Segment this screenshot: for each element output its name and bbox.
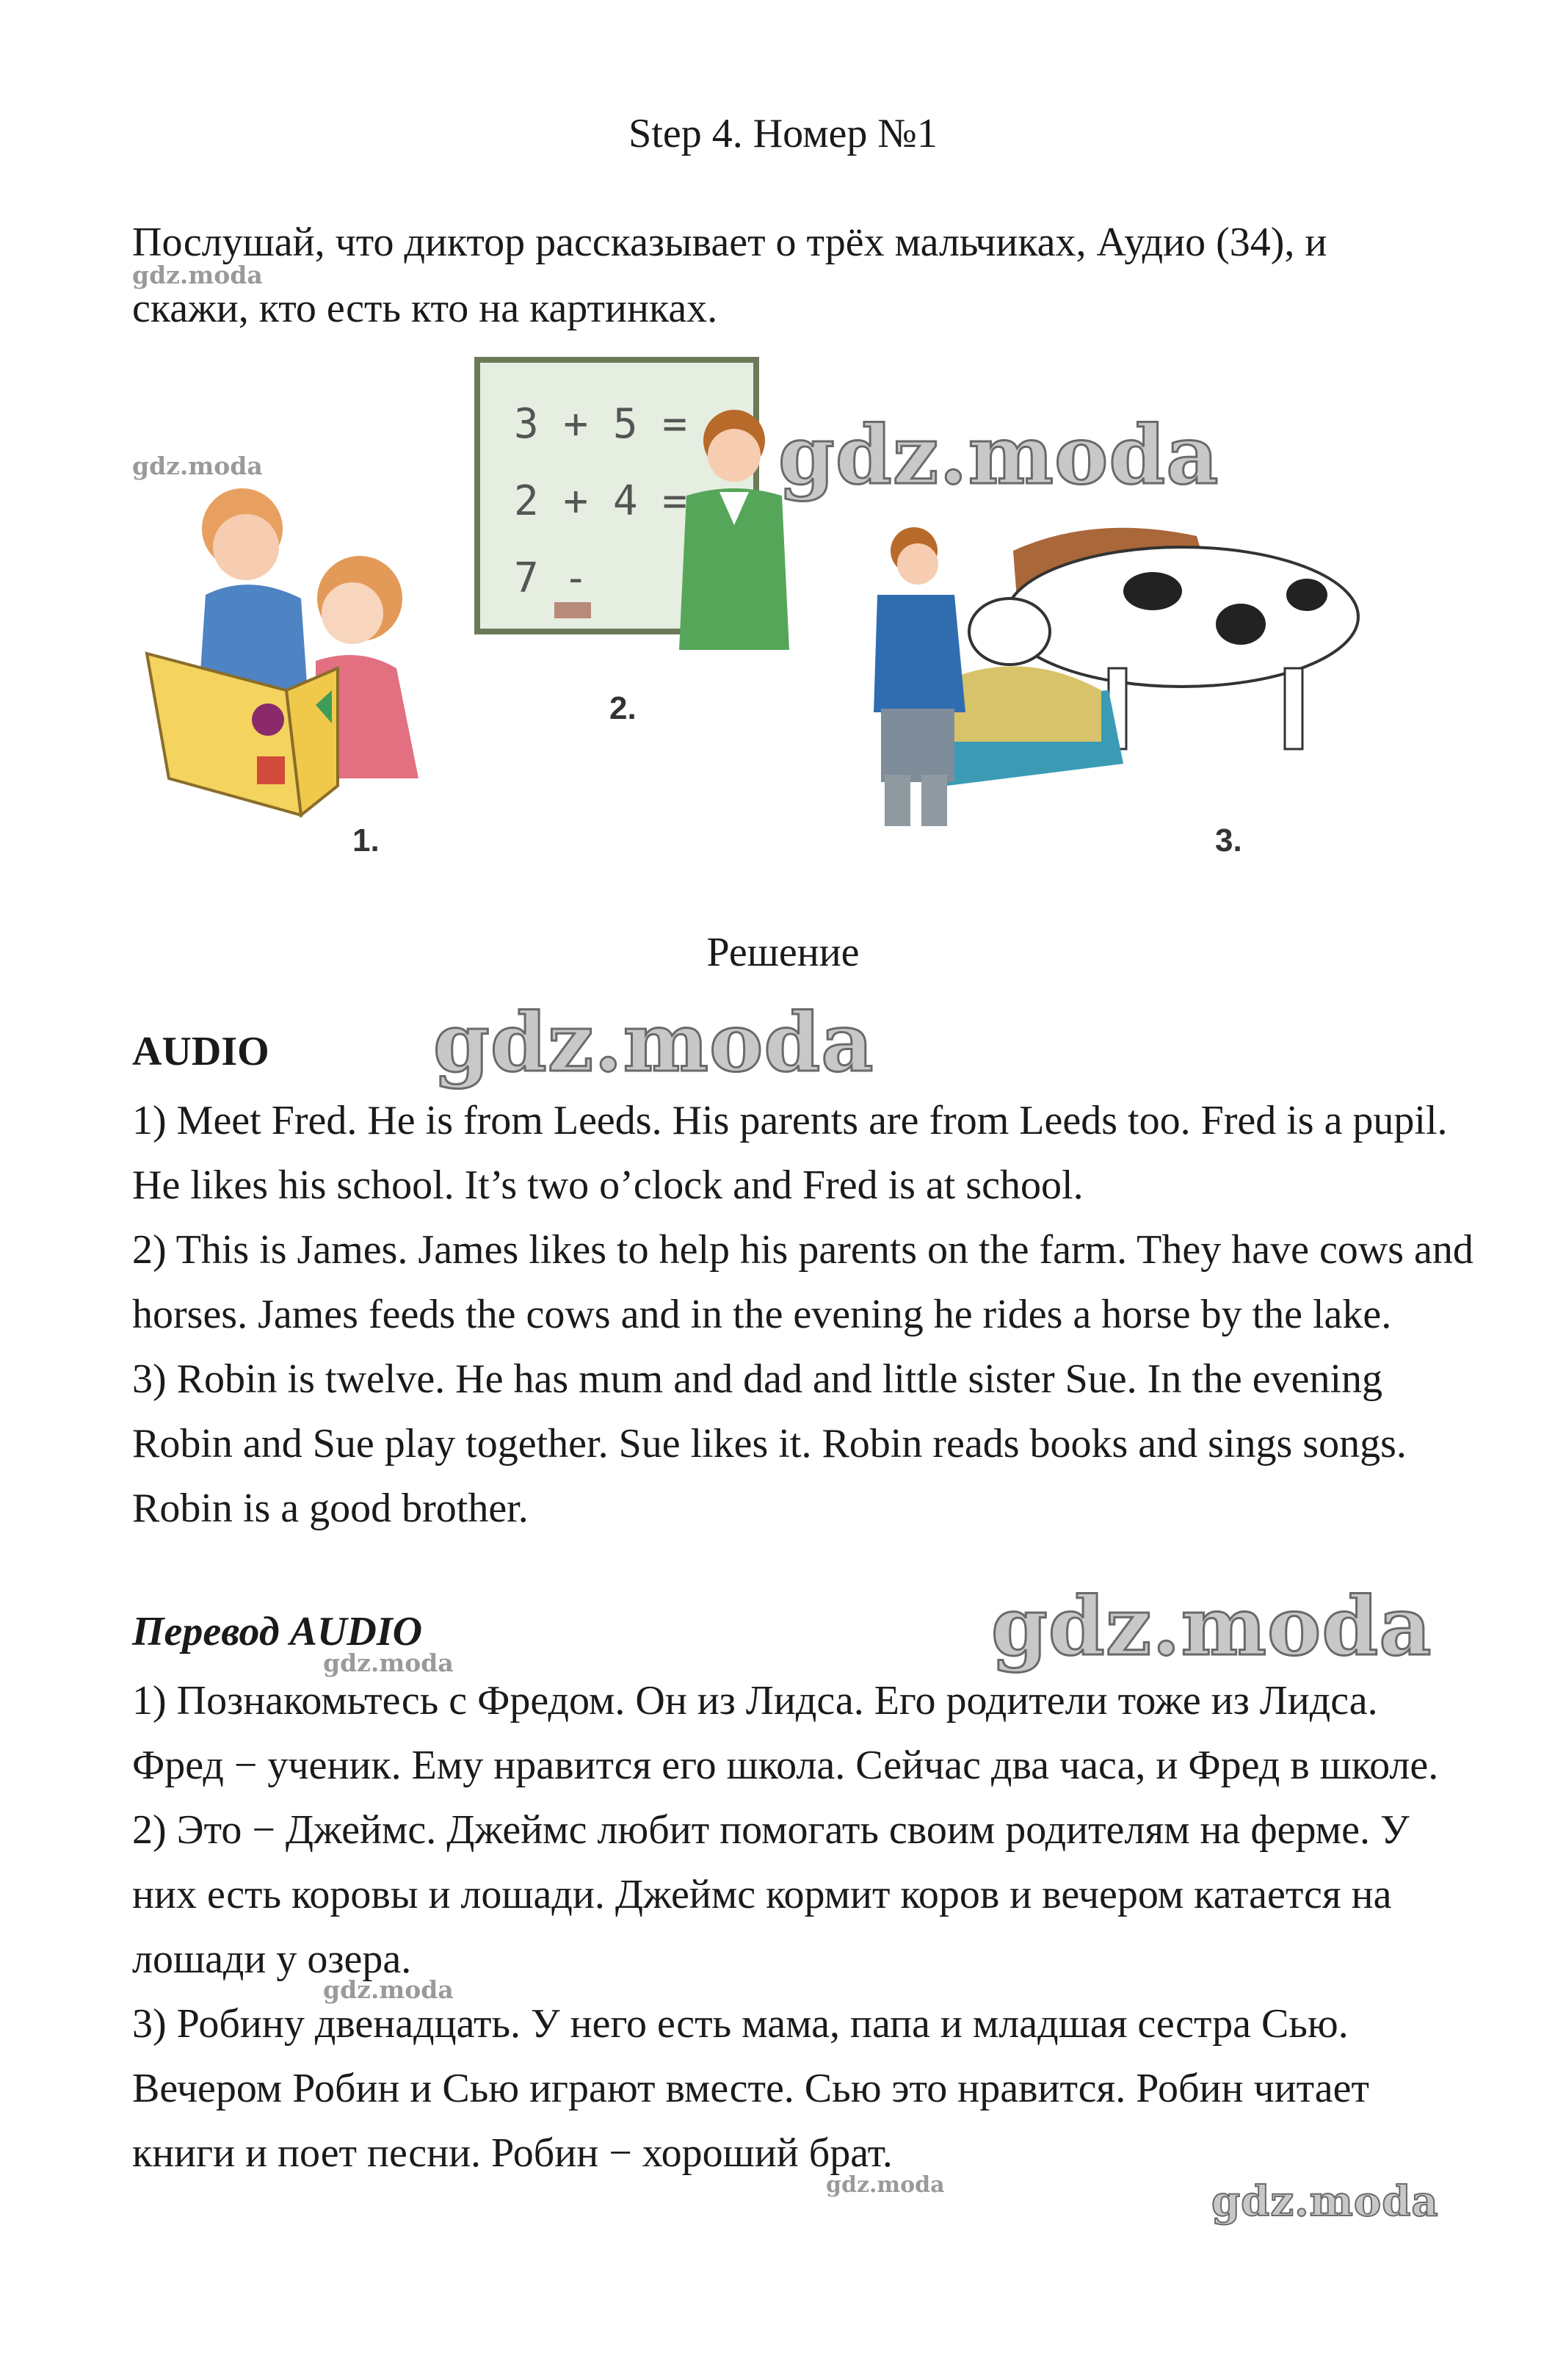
cow-head [969,598,1050,665]
board-writing [514,386,687,617]
illustration-children-reading [139,470,463,822]
picture-label-1: 1. [352,822,380,858]
picture-label-3: 3. [1215,822,1242,858]
watermark-large: gdz.moda [778,408,1219,502]
audio-text [132,1088,1476,1541]
task-text: Послушай, что диктор рассказывает о трёх мальчиках, Аудио (34), и скажи, кто есть кто на картинках. [132,220,1327,331]
audio-heading: AUDIO [132,1029,269,1074]
solution-heading: Решение [706,930,860,975]
watermark-large: gdz.moda [991,1579,1432,1674]
watermark-small: gdz.moda [323,1649,454,1677]
picture-label-2: 2. [609,690,637,726]
translation-paragraph-3: 3) Робину двенадцать. У него есть мама, папа и младшая сестра Сью. Вечером Робин и Сью играют вместе. Сью это нравится. Робин читает книги и поет песни. Робин − хороший брат. [132,2001,1369,2176]
watermark-small: gdz.moda [323,1975,454,2004]
audio-paragraph-1: 1) Meet Fred. He is from Leeds. His parents are from Leeds too. Fred is a pupil. He likes his school. It’s two o’clock and Fred is at school. [132,1098,1448,1208]
translation-paragraph-2: 2) Это − Джеймс. Джеймс любит помогать своим родителям на ферме. У них есть коровы и лошади. Джеймс кормит коров и вечером катается на лошади у озера. [132,1807,1410,1982]
watermark-small: gdz.moda [826,2172,945,2198]
watermark-medium: gdz.moda [1211,2177,1439,2226]
spotted-cow [1006,547,1358,687]
board-line-3: 7 - [514,554,589,602]
page-title: Step 4. Номер №1 [628,111,938,156]
translation-text [132,1668,1476,2185]
watermark-small: gdz.moda [132,452,263,480]
board-line-2: 2 + 4 = [514,477,688,525]
watermark-small: gdz.moda [132,261,263,289]
audio-paragraph-2: 2) This is James. James likes to help his parents on the farm. They have cows and horses. James feeds the cows and in the evening he rides a horse by the lake. [132,1227,1473,1337]
farm-boy-shirt [874,595,965,712]
watermark-large: gdz.moda [433,995,874,1090]
illustration-boy-feeding-cows [844,521,1417,830]
translation-heading: Перевод AUDIO [132,1609,423,1654]
translation-paragraph-1: 1) Познакомьтесь с Фредом. Он из Лидса. Его родители тоже из Лидса. Фред − ученик. Ему нравится его школа. Сейчас два часа, и Фред в школе. [132,1678,1439,1788]
audio-paragraph-3: 3) Robin is twelve. He has mum and dad and little sister Sue. In the evening Robin and Sue play together. Sue likes it. Robin reads books and sings songs. Robin is a good brother. [132,1356,1407,1531]
board-line-1: 3 + 5 = [514,400,688,448]
